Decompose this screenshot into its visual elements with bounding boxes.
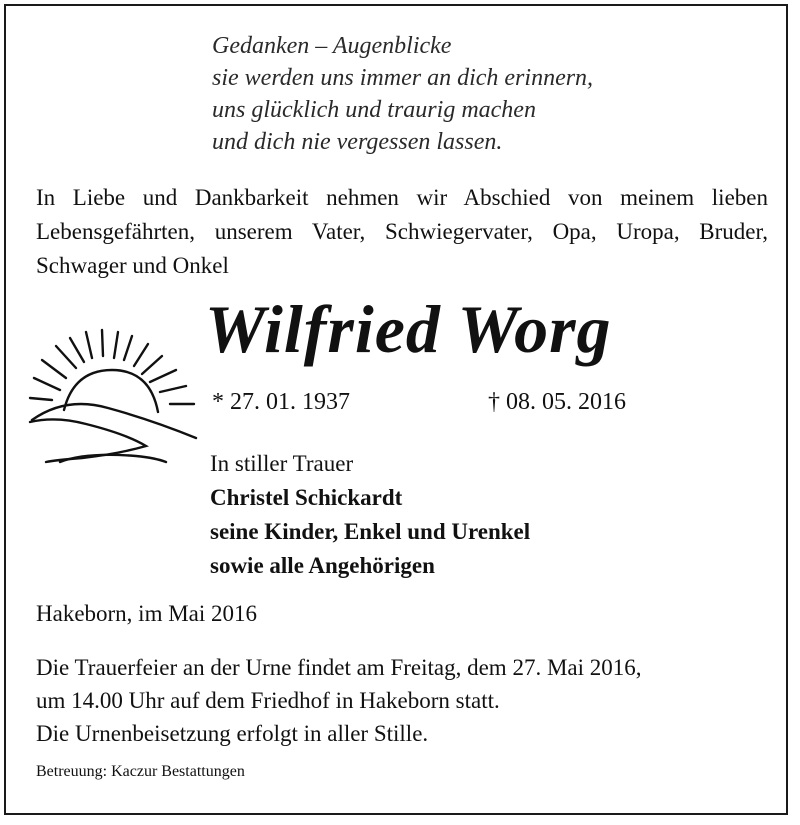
birth-date: * 27. 01. 1937 (212, 389, 350, 415)
poem-line: sie werden uns immer an dich erinnern, (212, 65, 594, 91)
mourners-block (210, 447, 530, 583)
farewell-text: In Liebe und Dankbarkeit nehmen wir Abschied von meinem lieben Lebensgefährten, unserem Vater, Schwiegervater, Opa, Uropa, Bruder, Schwager und Onkel (36, 185, 768, 278)
poem-line: uns glücklich und traurig machen (212, 97, 536, 123)
mourner-line: sowie alle Angehörigen (210, 553, 435, 578)
mourner-line: Christel Schickardt (210, 485, 403, 510)
mourner-line: seine Kinder, Enkel und Urenkel (210, 519, 531, 544)
death-date: † 08. 05. 2016 (488, 389, 626, 415)
service-info (36, 651, 642, 750)
mourning-intro: In stiller Trauer (210, 451, 354, 476)
deceased-name: Wilfried Worg (205, 291, 612, 367)
memorial-poem (212, 30, 593, 158)
service-line: Die Urnenbeisetzung erfolgt in aller Stille. (36, 721, 429, 746)
poem-line: Gedanken – Augenblicke (212, 33, 452, 59)
place-and-date: Hakeborn, im Mai 2016 (36, 601, 258, 626)
funeral-home-credit: Betreuung: Kaczur Bestattungen (36, 763, 245, 780)
service-line: Die Trauerfeier an der Urne findet am Freitag, dem 27. Mai 2016, (36, 655, 642, 680)
sunset-over-hills-icon (26, 322, 198, 466)
poem-line: und dich nie vergessen lassen. (212, 129, 503, 155)
service-line: um 14.00 Uhr auf dem Friedhof in Hakeborn statt. (36, 688, 500, 713)
